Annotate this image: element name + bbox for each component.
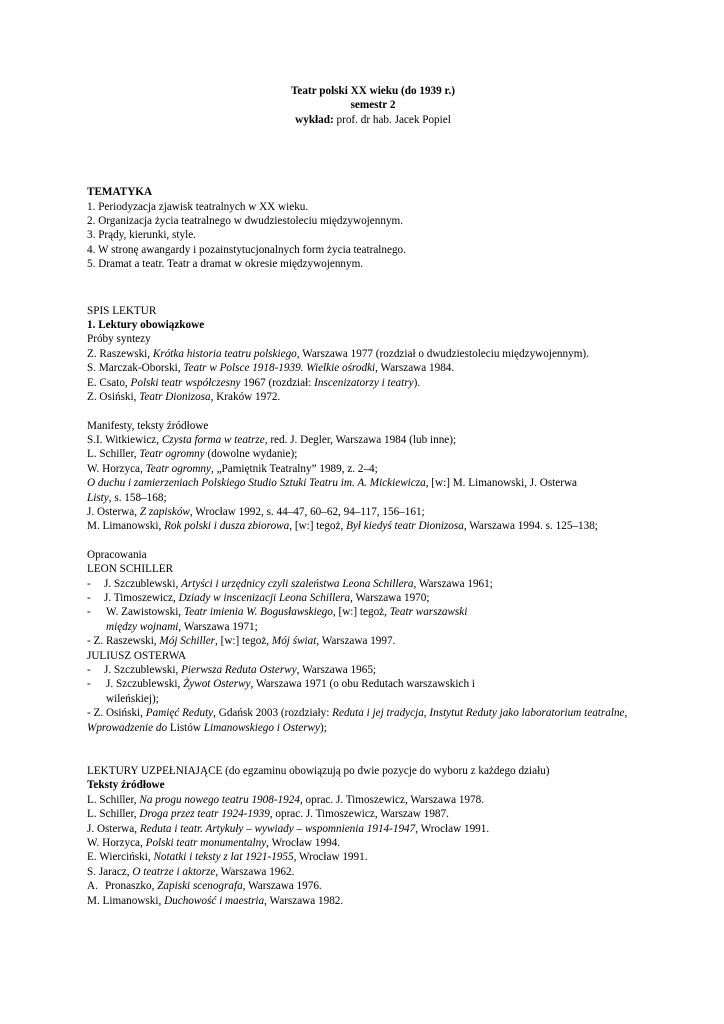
course-title: Teatr polski XX wieku (do 1939 r.) — [290, 85, 455, 97]
lektury-obowiazkowe-heading: 1. Lektury obowiązkowe — [87, 319, 205, 332]
bibliography-entry: O duchu i zamierzeniach Polskiego Studio Sztuki Teatru im. A. Mickiewicza, [w:] M. Limanowski, J. Osterwa Listy, s. 158–168; — [87, 477, 578, 504]
lecturer-name: prof. dr hab. Jacek Popiel — [333, 113, 451, 126]
proby-syntezy-heading: Próby syntezy — [87, 333, 151, 346]
tematyka-item: 5. Dramat a teatr. Teatr a dramat w okresie międzywojennym. — [87, 258, 364, 271]
bibliography-entry: - Z. Raszewski, Mój Schiller, [w:] tegoż, Mój świat, Warszawa 1997. — [87, 635, 396, 648]
bibliography-entry: A. Pronaszko, Zapiski scenografa, Warszawa 1976. — [87, 880, 322, 893]
tematyka-item: 4. W stronę awangardy i pozainstytucjonalnych form życia teatralnego. — [87, 243, 406, 256]
spis-lektur-heading: SPIS LEKTUR — [87, 304, 157, 317]
tematyka-item: 2. Organizacja życia teatralnego w dwudziestoleciu międzywojennym. — [87, 215, 404, 228]
opracowania-heading: Opracowania — [87, 548, 147, 561]
bibliography-entry: - J. Szczublewski, Żywot Osterwy, Warszawa 1971 (o obu Redutach warszawskich i wileńskiej); — [87, 678, 475, 705]
teksty-zrodlowe-heading: Teksty źródłowe — [87, 779, 165, 792]
bibliography-entry: J. Osterwa, Z zapisków, Wrocław 1992, s. 44–47, 60–62, 94–117, 156–161; — [87, 505, 425, 518]
lektury-uzupelniajace-heading: LEKTURY UZPEŁNIAJĄCE (do egzaminu obowiązują po dwie pozycje do wyboru z każdego działu) — [87, 765, 550, 778]
manifesty-heading: Manifesty, teksty źródłowe — [87, 419, 209, 432]
bibliography-entry: S.I. Witkiewicz, Czysta forma w teatrze, red. J. Degler, Warszawa 1984 (lub inne); — [87, 433, 457, 446]
bibliography-entry: E. Csato, Polski teatr współczesny 1967 (rozdział: Inscenizatorzy i teatry). — [87, 376, 421, 389]
bibliography-entry: - J. Szczublewski, Artyści i urzędnicy czyli szaleństwa Leona Schillera, Warszawa 1961; — [87, 577, 493, 590]
bibliography-entry: - W. Zawistowski, Teatr imienia W. Bogusławskiego, [w:] tegoż, Teatr warszawski między wojnami, Warszawa 1971; — [87, 606, 468, 633]
bibliography-entry: Z. Osiński, Teatr Dionizosa, Kraków 1972. — [87, 391, 281, 404]
document-page — [87, 84, 647, 908]
bibliography-entry: M. Limanowski, Rok polski i dusza zbiorowa, [w:] tegoż, Był kiedyś teatr Dionizosa, Warszawa 1994. s. 125–138; — [87, 520, 598, 533]
tematyka-item: 3. Prądy, kierunki, style. — [87, 229, 196, 242]
bibliography-entry: L. Schiller, Droga przez teatr 1924-1939, oprac. J. Timoszewicz, Warszaw 1987. — [87, 808, 449, 821]
lektury-uzupelniajace-section — [87, 764, 647, 908]
bibliography-entry: - Z. Osiński, Pamięć Reduty, Gdańsk 2003 (rozdziały: Reduta i jej tradycja, Instytut Reduty jako laboratorium teatralne, Wprowadzenie do Listów Limanowskiego i Osterwy); — [87, 707, 628, 734]
bibliography-entry: W. Horzyca, Teatr ogromny, „Pamiętnik Teatralny” 1989, z. 2–4; — [87, 462, 378, 475]
bibliography-entry: - J. Szczublewski, Pierwsza Reduta Osterwy, Warszawa 1965; — [87, 664, 377, 676]
document-header — [99, 84, 647, 127]
semester-label: semestr 2 — [350, 99, 396, 112]
bibliography-entry: - J. Timoszewicz, Dziady w inscenizacji Leona Schillera, Warszawa 1970; — [87, 591, 430, 604]
leon-schiller-heading: LEON SCHILLER — [87, 563, 174, 576]
bibliography-entry: M. Limanowski, Duchowość i maestria, Warszawa 1982. — [87, 894, 344, 907]
bibliography-entry: S. Jaracz, O teatrze i aktorze, Warszawa 1962. — [87, 865, 295, 878]
spis-lektur-section — [87, 304, 647, 735]
lecture-label: wykład: — [295, 113, 334, 126]
bibliography-entry: S. Marczak-Oborski, Teatr w Polsce 1918-1939. Wielkie ośrodki, Warszawa 1984. — [87, 362, 455, 375]
tematyka-item: 1. Periodyzacja zjawisk teatralnych w XX wieku. — [87, 200, 309, 213]
juliusz-osterwa-heading: JULIUSZ OSTERWA — [87, 649, 187, 662]
tematyka-heading: TEMATYKA — [87, 186, 153, 199]
bibliography-entry: W. Horzyca, Polski teatr monumentalny, Wrocław 1994. — [87, 837, 341, 850]
tematyka-section — [87, 185, 647, 271]
bibliography-entry: E. Wierciński, Notatki i teksty z lat 1921-1955, Wrocław 1991. — [87, 851, 368, 864]
bibliography-entry: L. Schiller, Na progu nowego teatru 1908-1924, oprac. J. Timoszewicz, Warszawa 1978. — [87, 793, 485, 806]
bibliography-entry: J. Osterwa, Reduta i teatr. Artykuły – wywiady – wspomnienia 1914-1947, Wrocław 1991. — [87, 822, 490, 835]
bibliography-entry: L. Schiller, Teatr ogromny (dowolne wydanie); — [87, 448, 298, 461]
lecture-line — [99, 113, 647, 127]
bibliography-entry: Z. Raszewski, Krótka historia teatru polskiego, Warszawa 1977 (rozdział o dwudziestoleciu międzywojennym). — [87, 347, 589, 360]
